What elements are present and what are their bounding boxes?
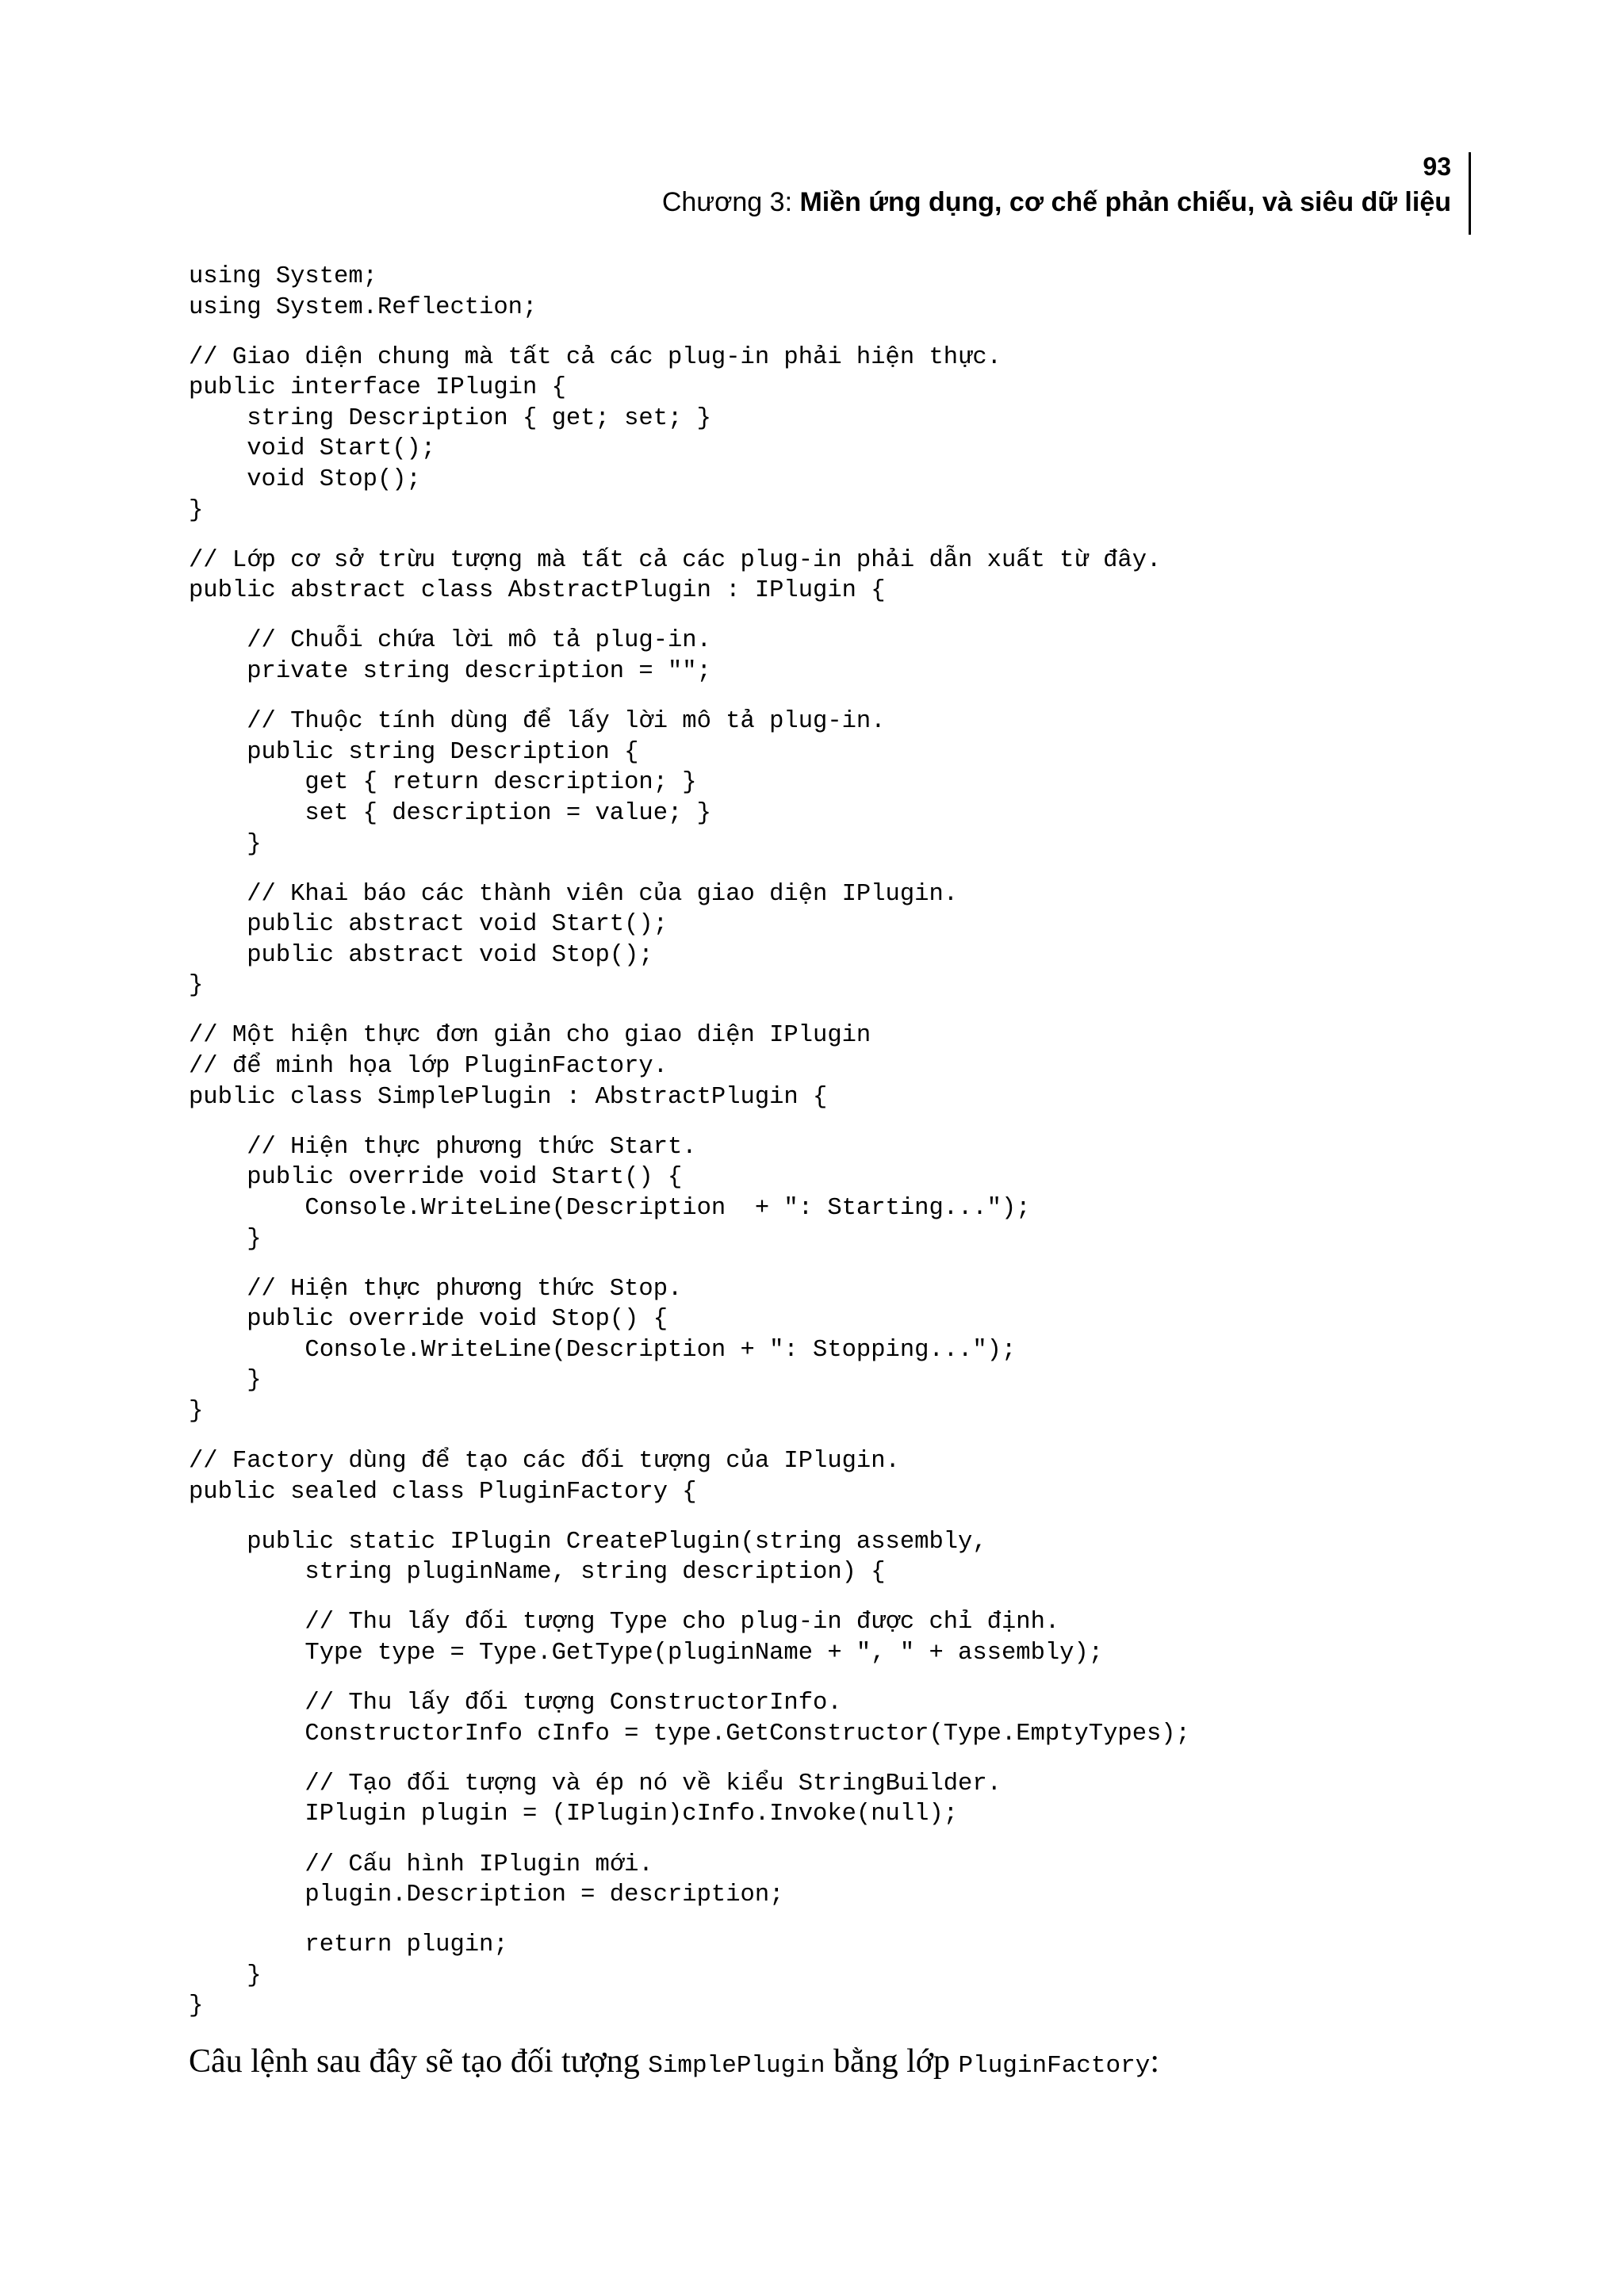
code-line: Type type = Type.GetType(pluginName + ", " + assembly);	[189, 1640, 1104, 1667]
code-line: void Start();	[189, 435, 436, 463]
code-line: set { description = value; }	[189, 799, 711, 827]
code-block-gap	[189, 1669, 1190, 1689]
code-line: }	[189, 1398, 204, 1425]
code-block-gap	[189, 1911, 1190, 1931]
code-block-gap	[189, 1830, 1190, 1850]
body-paragraph	[189, 2039, 1159, 2088]
chapter-heading	[662, 182, 1451, 222]
code-block-gap	[189, 1588, 1190, 1608]
code-listing	[189, 262, 1190, 2022]
code-line: // Thu lấy đối tượng Type cho plug-in được chỉ định.	[189, 1609, 1060, 1636]
paragraph-text-2: bằng lớp	[825, 2043, 959, 2080]
inline-code-pluginfactory: PluginFactory	[958, 2052, 1151, 2080]
code-line: public string Description {	[189, 738, 639, 766]
chapter-prefix: Chương 3:	[661, 187, 800, 217]
code-line: public static IPlugin CreatePlugin(string assembly,	[189, 1528, 987, 1556]
code-line: // Factory dùng để tạo các đối tượng của IPlugin.	[189, 1448, 900, 1476]
code-block-gap	[189, 1427, 1190, 1447]
code-block-gap	[189, 323, 1190, 343]
code-line: public sealed class PluginFactory {	[189, 1478, 697, 1506]
code-line: public override void Start() {	[189, 1164, 683, 1192]
chapter-title: Miền ứng dụng, cơ chế phản chiếu, và siêu dữ liệu	[799, 187, 1451, 217]
code-line: public abstract void Start();	[189, 911, 668, 939]
code-line: }	[189, 1225, 262, 1253]
code-line: // Hiện thực phương thức Start.	[189, 1133, 697, 1161]
code-block-gap	[189, 1001, 1190, 1021]
code-line: // để minh họa lớp PluginFactory.	[189, 1053, 668, 1081]
code-block-gap	[189, 859, 1190, 879]
code-line: public abstract class AbstractPlugin : IPlugin {	[189, 577, 886, 605]
code-line: public interface IPlugin {	[189, 374, 566, 402]
code-block-gap	[189, 1254, 1190, 1274]
code-block-gap	[189, 687, 1190, 707]
code-line: // Cấu hình IPlugin mới.	[189, 1851, 653, 1878]
code-line: // Thuộc tính dùng để lấy lời mô tả plug-in.	[189, 708, 886, 736]
code-line: public override void Stop() {	[189, 1306, 668, 1334]
code-line: plugin.Description = description;	[189, 1881, 784, 1909]
code-line: }	[189, 1992, 204, 2020]
code-block-gap	[189, 1112, 1190, 1132]
code-line: private string description = "";	[189, 658, 711, 686]
code-block-gap	[189, 1749, 1190, 1769]
code-line: Console.WriteLine(Description + ": Stopping...");	[189, 1336, 1017, 1364]
code-line: string Description { get; set; }	[189, 404, 711, 432]
paragraph-text-1: Câu lệnh sau đây sẽ tạo đối tượng	[189, 2043, 649, 2080]
code-line: // Một hiện thực đơn giản cho giao diện IPlugin	[189, 1022, 871, 1050]
code-line: // Tạo đối tượng và ép nó về kiểu StringBuilder.	[189, 1770, 1002, 1797]
code-line: // Lớp cơ sở trừu tượng mà tất cả các plug-in phải dẫn xuất từ đây.	[189, 546, 1162, 574]
code-line: // Chuỗi chứa lời mô tả plug-in.	[189, 627, 711, 655]
code-line: string pluginName, string description) {	[189, 1559, 886, 1587]
code-line: }	[189, 496, 204, 524]
code-line: }	[189, 972, 204, 1000]
code-line: get { return description; }	[189, 769, 697, 797]
code-line: }	[189, 1962, 262, 1989]
page-header	[662, 151, 1451, 222]
code-line: return plugin;	[189, 1931, 508, 1959]
code-line: using System;	[189, 263, 377, 290]
code-line: Console.WriteLine(Description + ": Starting...");	[189, 1194, 1031, 1222]
code-line: public class SimplePlugin : AbstractPlugin {	[189, 1083, 828, 1111]
code-line: // Hiện thực phương thức Stop.	[189, 1275, 683, 1303]
code-line: // Khai báo các thành viên của giao diện IPlugin.	[189, 880, 959, 908]
code-block-gap	[189, 1507, 1190, 1527]
page-number: 93	[1423, 152, 1451, 181]
code-line: void Stop();	[189, 466, 421, 494]
code-block-gap	[189, 526, 1190, 545]
code-line: }	[189, 830, 262, 858]
inline-code-simpleplugin: SimplePlugin	[648, 2052, 825, 2080]
code-line: public abstract void Stop();	[189, 941, 653, 969]
code-line: IPlugin plugin = (IPlugin)cInfo.Invoke(null);	[189, 1801, 959, 1828]
paragraph-text-3: :	[1150, 2043, 1159, 2080]
code-line: // Thu lấy đối tượng ConstructorInfo.	[189, 1690, 842, 1717]
code-block-gap	[189, 607, 1190, 626]
code-line: using System.Reflection;	[189, 293, 538, 321]
code-line: }	[189, 1367, 262, 1395]
header-rule	[1469, 152, 1471, 235]
code-line: // Giao diện chung mà tất cả các plug-in phải hiện thực.	[189, 343, 1002, 371]
code-line: ConstructorInfo cInfo = type.GetConstructor(Type.EmptyTypes);	[189, 1720, 1190, 1748]
